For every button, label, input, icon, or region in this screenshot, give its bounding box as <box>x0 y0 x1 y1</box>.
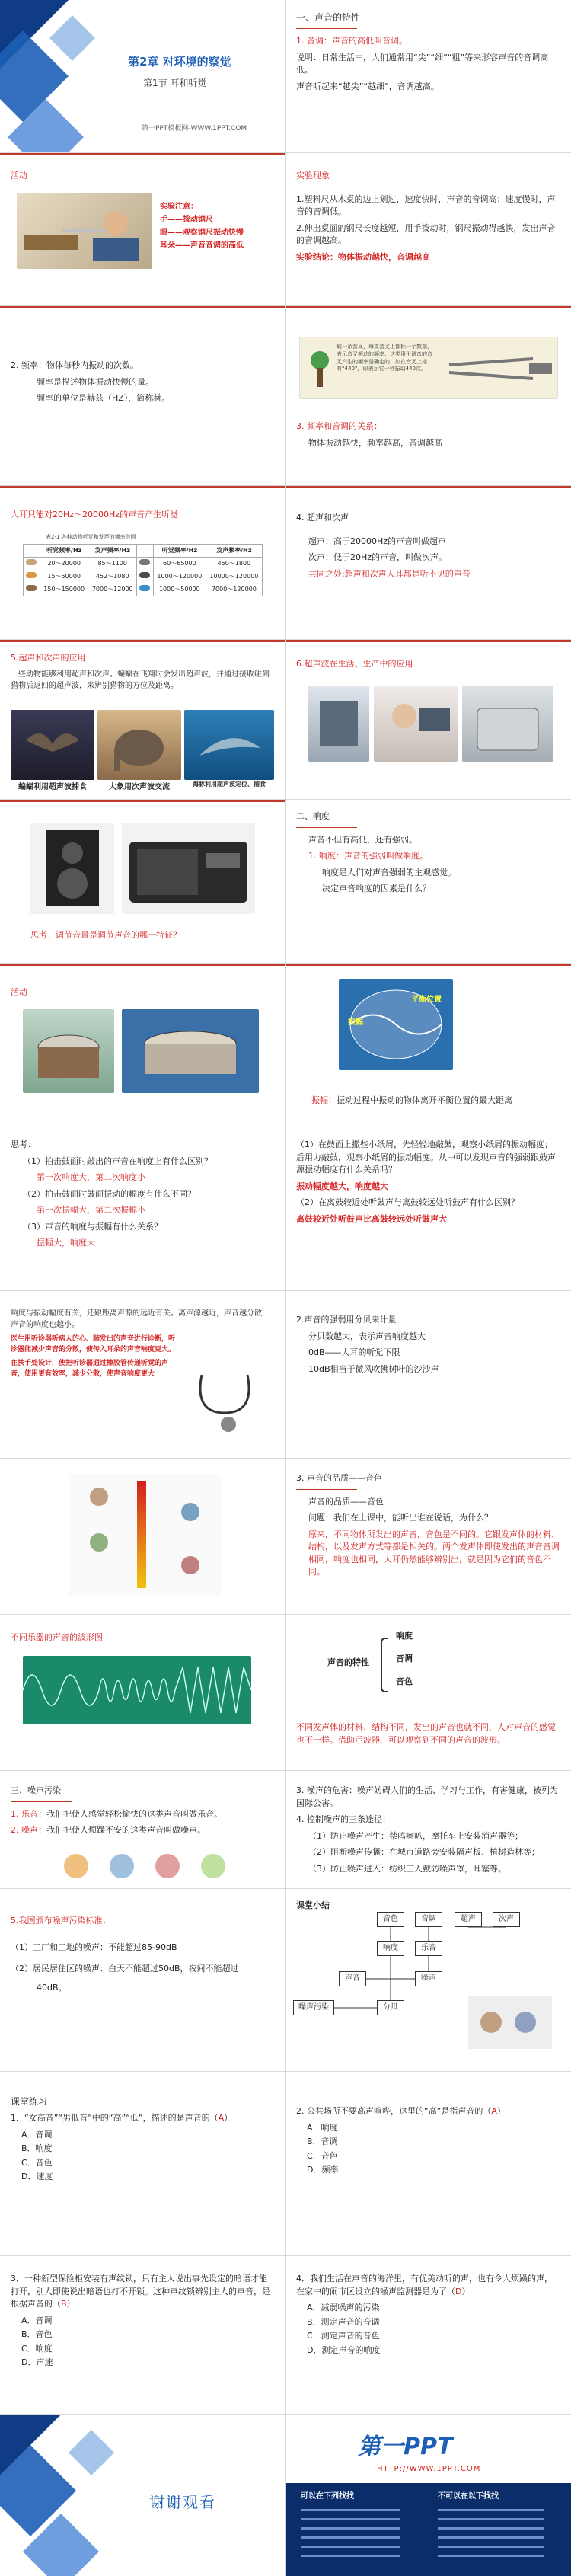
exercise-2-option-a: A．响度 <box>307 2122 338 2133</box>
think-q3: （3）声音的响度与振幅有什么关系？ <box>23 1221 162 1232</box>
pitch-definition: 1. 音调：声音的高低叫音调。 <box>296 36 407 46</box>
exercise-3-option-d: D．声速 <box>21 2357 53 2367</box>
common-point: 共同之处:超声和次声人耳都是听不见的声音 <box>308 568 471 579</box>
table-header: 听觉频率/Hz <box>40 545 88 558</box>
slide-phenomenon <box>286 153 571 306</box>
experiment-notes <box>160 200 244 252</box>
loudness-heading: 二、响度 <box>296 811 330 821</box>
elephant-caption: 大象用次声波交流 <box>109 783 170 791</box>
slide-noise-control <box>286 1771 571 1889</box>
tuning-fork-figure <box>299 337 558 399</box>
summary-box-decibel: 分贝 <box>377 2000 404 2015</box>
uses-title: 6.超声波在生活、生产中的应用 <box>296 659 413 669</box>
slide-frequency <box>0 306 286 486</box>
exercise-1-option-d: D．速度 <box>21 2172 53 2181</box>
slide-exercise-4 <box>286 2256 571 2415</box>
exercise-1-question: 1．“女高音”“男低音”中的“高”“低”，描述的是声音的（A） <box>11 2113 233 2123</box>
standard-factory: （1）工厂和工地的噪声：不能超过85-90dB <box>11 1942 177 1952</box>
phenomenon-2: 2.伸出桌面的钢尺长度越短，用手拨动时，钢尺振动得越快，发出声音的音调越高。 <box>296 222 556 245</box>
summary-box-loudness: 响度 <box>377 1941 404 1956</box>
exercise-4-option-a: A．减弱噪声的污染 <box>307 2303 380 2312</box>
noise-label: 2. 噪声 <box>11 1825 38 1835</box>
decibel-scale-figure <box>69 1474 221 1596</box>
table-row: 20～20000 85～1100 60～65000 450～1800 <box>24 558 263 570</box>
decibel-line-2: 分贝数越大，表示声音响度越大 <box>308 1331 426 1341</box>
summary-box-noise-pollution: 噪声污染 <box>293 2000 334 2015</box>
table-row: 15～50000 452～1080 1000～120000 10000～120000 <box>24 570 263 583</box>
summary-box-sound: 声音 <box>339 1971 366 1986</box>
bat-photo <box>11 710 94 780</box>
drum-activity-title: 活动 <box>11 987 27 997</box>
bat-caption: 蝙蝠利用超声波捕食 <box>18 783 87 791</box>
ultrasound-exam-photo <box>374 686 458 762</box>
phenomenon-1: 1.塑料尺从木桌的边上划过，速度快时，声音的音调高；速度慢时，声音的音调低。 <box>296 193 556 216</box>
summary-box-noise: 噪声 <box>415 1971 442 1986</box>
exercise-3-question: 3．一种新型保险柜安装有声纹锁，只有主人说出事先设定的暗语才能打开，别人即使说出暗语也打不开锁。这种声纹锁辨别主人的声音，是根据声音的（B） <box>11 2274 270 2309</box>
activity-title: 活动 <box>11 171 27 181</box>
slide-exercise-1 <box>0 2072 286 2256</box>
exercise-3-option-a: A．音调 <box>21 2315 53 2325</box>
summary-title: 课堂小结 <box>296 1900 330 1910</box>
drum-q2: （2）在离鼓较近处听鼓声与离鼓较远处听鼓声有什么区别？ <box>296 1197 519 1207</box>
frequency-line-1: 频率是描述物体振动快慢的量。 <box>37 376 154 387</box>
characteristics-note: 不同发声体的材料、结构不同，发出的声音也就不同，人对声音的感觉也不一样。借助示波器，可以观察到不同的声音的波形。 <box>296 1722 556 1745</box>
table-header <box>24 545 40 558</box>
slide-decibel <box>286 1291 571 1459</box>
exercise-2-option-c: C．音色 <box>307 2150 338 2161</box>
characteristics-center: 声音的特性 <box>327 1657 369 1667</box>
loudness-line-1: 声音不但有高低，还有强弱。 <box>308 834 417 845</box>
slide-waveforms <box>0 1615 286 1771</box>
brand-url: HTTP://WWW.1PPT.COM <box>377 2465 481 2473</box>
frequency-definition: 2. 频率：物体每秒内振动的次数。 <box>11 360 139 370</box>
amplitude-definition: ：振动过程中振动的物体离开平衡位置的最大距离 <box>328 1095 512 1105</box>
drum-amplitude-photo <box>122 1009 259 1093</box>
noise-control-1: （1）防止噪声产生：禁鸣喇叭，摩托车上安装消声器等； <box>308 1830 523 1841</box>
stethoscope-icon <box>187 1367 270 1436</box>
slide-noise-standard <box>0 1889 286 2072</box>
exercise-2-option-d: D．频率 <box>307 2165 339 2175</box>
slide-drum-questions <box>286 1123 571 1291</box>
note-eye: 眼——观察钢尺振动快慢 <box>160 229 244 237</box>
table-header: 发声频率/Hz <box>88 545 137 558</box>
summary-box-ultrasound: 超声 <box>455 1912 482 1927</box>
note-title: 实验注意： <box>160 203 198 211</box>
decibel-line-4: 10dB相当于微风吹拂树叶的沙沙声 <box>308 1363 439 1374</box>
frequency-line-2: 频率的单位是赫兹（HZ），简称赫。 <box>37 393 171 403</box>
exercise-2-answer: A <box>491 2106 497 2116</box>
characteristic-timbre: 音色 <box>396 1676 413 1686</box>
waveform-image <box>23 1656 251 1724</box>
loudness-question: 决定声音响度的因素是什么？ <box>322 884 431 893</box>
characteristic-pitch: 音调 <box>396 1654 413 1664</box>
slide-applications <box>0 640 286 800</box>
exercise-3-answer: B <box>61 2299 67 2309</box>
speaker-photo <box>30 823 114 914</box>
exercise-4-option-c: C．测定声音的音色 <box>307 2331 380 2341</box>
dolphin-caption: 海豚利用超声波定位、捕食 <box>193 781 266 788</box>
animal-frequency-table <box>23 544 263 596</box>
exercise-title: 课堂练习 <box>11 2096 48 2107</box>
exercise-4-option-d: D．测定声音的响度 <box>307 2344 381 2355</box>
amplitude-diagram <box>339 979 453 1070</box>
standard-residential: （2）居民居住区的噪声：白天不能超过50dB，夜间不能超过 <box>11 1964 239 1974</box>
think-a2: 第一次振幅大，第二次振幅小 <box>37 1205 145 1215</box>
slide-hearing-range <box>0 486 286 640</box>
exercise-1-answer: A <box>218 2113 225 2123</box>
pitch-summary: 声音听起来“越尖”“越细”，音调越高。 <box>296 81 439 91</box>
table-header <box>137 545 154 558</box>
noise-harm: 3. 噪声的危害：噪声妨碍人们的生活、学习与工作，有害健康，被列为国际公害。 <box>296 1785 558 1808</box>
summary-box-infrasound: 次声 <box>493 1912 520 1927</box>
exercise-1-option-b: B．响度 <box>21 2143 53 2153</box>
section-heading: 一、声音的特性 <box>296 12 361 23</box>
summary-box-timbre: 音色 <box>377 1912 404 1927</box>
slide-thanks <box>0 2415 286 2576</box>
think-a3: 振幅大，响度大 <box>37 1238 95 1248</box>
exercise-1-option-c: C．音色 <box>21 2157 53 2168</box>
music-line <box>11 1808 274 1821</box>
radio-photo <box>122 823 255 914</box>
table-header: 听觉频率/Hz <box>153 545 206 558</box>
timbre-heading: 3. 声音的品质——音色 <box>296 1473 382 1483</box>
noise-control-3: （3）防止噪声进入：纺织工人戴防噪声罩，耳塞等。 <box>308 1863 506 1874</box>
music-label: 1. 乐音 <box>11 1808 38 1819</box>
noise-definition: ：我们把使人烦躁不安的这类声音叫做噪声。 <box>38 1825 206 1835</box>
ruler-experiment-photo <box>17 193 152 269</box>
pitch-note: 说明：日常生活中，人们通常用“尖”“细”“粗”等来形容声音的音调高低。 <box>296 52 549 75</box>
slide-timbre <box>286 1459 571 1615</box>
brace-icon <box>381 1638 388 1692</box>
hearing-range-title: 人耳只能对20Hz～20000Hz的声音产生听觉 <box>11 510 179 519</box>
exercise-3-option-b: B．音色 <box>21 2329 53 2339</box>
thanks-decoration <box>0 2415 129 2576</box>
noise-control-heading: 4. 控制噪声的三条途径： <box>296 1814 391 1824</box>
decibel-line-3: 0dB——人耳的听觉下限 <box>308 1347 400 1357</box>
waveform-title: 不同乐器的声音的波形图 <box>11 1632 103 1642</box>
slide-amplitude <box>286 964 571 1123</box>
brand-col-1: 可以在下列找找 <box>301 2492 354 2501</box>
slide-drum-activity <box>0 964 286 1123</box>
standard-residential-night: 40dB。 <box>37 1982 67 1993</box>
infrasound-def: 次声：低于20Hz的声音，叫做次声。 <box>308 552 448 562</box>
think-q2: （2）拍击鼓面时鼓面振动的幅度有什么不同？ <box>23 1188 196 1199</box>
exercise-4-answer: D <box>455 2286 462 2296</box>
timbre-question: 问题：我们在上课中，能听出谁在说话，为什么？ <box>308 1513 493 1523</box>
exercise-3-option-c: C．响度 <box>21 2343 53 2354</box>
summary-box-pitch: 音调 <box>415 1912 442 1927</box>
music-definition: ：我们把使人感觉轻松愉快的这类声音叫做乐音。 <box>38 1808 222 1819</box>
loudness-line-3: 响度是人们对声音强弱的主观感觉。 <box>322 867 456 877</box>
note-hand: 手——拨动钢尺 <box>160 216 213 224</box>
slide-noise <box>0 1771 286 1889</box>
summary-box-music: 乐音 <box>415 1941 442 1956</box>
timbre-line-1: 声音的品质——音色 <box>308 1496 384 1507</box>
slide-loudness <box>286 800 571 964</box>
slide-activity <box>0 153 286 306</box>
exercise-1-option-a: A．音调 <box>21 2129 53 2140</box>
phenomenon-conclusion: 实验结论：物体振动越快，音调越高 <box>296 251 430 262</box>
balance-label: 平衡位置 <box>411 996 442 1004</box>
frequency-pitch-line: 物体振动越快，频率越高，音调越高 <box>308 437 442 448</box>
stethoscope-para: 医生用听诊器听病人的心、肺发出的声音进行诊断，听诊器能减少声音的分散，使传入耳朵的声音响度更大。 <box>11 1335 176 1354</box>
thanks-text: 谢谢观看 <box>149 2493 216 2511</box>
slide-pitch <box>286 0 571 153</box>
slide-think <box>0 1123 286 1291</box>
frequency-pitch-heading: 3. 频率和音调的关系： <box>296 421 382 431</box>
brand-link-lines <box>301 2506 560 2571</box>
slide-timbre-figure <box>0 1459 286 1615</box>
ultrasound-def: 超声：高于20000Hz的声音叫做超声 <box>308 535 447 546</box>
applications-body: 一些动物能够利用超声和次声。蝙蝠在飞翔时会发出超声波，并通过接收碰到猎物后返回的超声波，来辨别猎物的方位及距离。 <box>11 670 270 690</box>
exercise-2-option-b: B．音调 <box>307 2137 338 2146</box>
brand-col-2: 不可以在以下找找 <box>438 2492 499 2501</box>
elephant-photo <box>97 710 181 780</box>
tuning-fork-text: 取一条音叉，每支音叉上都标一个数据，表示音叉振动的频率。这类用于调音的音叉产生的频率是确定的，如在音叉上标有“440”，即表示它一秒振动440次。 <box>337 344 432 372</box>
amplitude-caption <box>311 1095 560 1107</box>
drum-experiment-photo <box>23 1009 114 1093</box>
slide-summary <box>286 1889 571 2072</box>
brand-logo: 第一PPT <box>358 2434 453 2460</box>
drum-a1: 振动幅度越大，响度越大 <box>296 1181 388 1191</box>
dolphin-photo <box>184 710 274 780</box>
amplitude-term: 振幅 <box>311 1095 328 1105</box>
divider <box>296 28 357 29</box>
exercise-4-option-b: B．测定声音的音调 <box>307 2316 380 2327</box>
noise-cartoon <box>53 1847 228 1885</box>
footer-text: 第一PPT模板网-WWW.1PPT.COM <box>142 125 247 133</box>
slide-title <box>0 0 286 153</box>
section-title: 第1节 耳和听觉 <box>143 78 207 88</box>
decibel-heading: 2.声音的强弱用分贝来计量 <box>296 1315 397 1325</box>
think-a1: 第一次响度大，第二次响度小 <box>37 1172 145 1182</box>
summary-illustration <box>461 1980 560 2057</box>
slide-exercise-2 <box>286 2072 571 2256</box>
standard-title: 5.我国颁布噪声污染标准： <box>11 1916 111 1926</box>
slide-brand <box>286 2415 571 2576</box>
ultrasound-device-photo <box>308 686 369 762</box>
ultrasonic-cleaner-photo <box>462 686 553 762</box>
noise-control-2: （2）阻断噪声传播：在城市道路旁安装隔声板、植树造林等； <box>308 1847 540 1857</box>
drum-q1: （1）在鼓面上撒些小纸屑，先轻轻地敲鼓，观察小纸屑的振动幅度；后用力敲鼓，观察小纸屑的振动幅度。从中可以发现声音的强弱跟鼓声源振动幅度有什么关系吗？ <box>296 1139 556 1175</box>
slide-stethoscope <box>0 1291 286 1459</box>
applications-title: 5.超声和次声的应用 <box>11 653 86 663</box>
exercise-4-question: 4．我们生活在声音的海洋里，有优美动听的声，也有令人烦躁的声，在家中的闹市区设立的噪声监测器是为了（D） <box>296 2274 553 2296</box>
phenomenon-title: 实验现象 <box>296 171 330 181</box>
table-row: 150～150000 7000～12000 1000～50000 7000～120000 <box>24 583 263 596</box>
table-caption: 表2-1 各种动物听觉和发声的频率范围 <box>46 534 136 540</box>
note-ear: 耳朵——声音音调的高低 <box>160 241 244 250</box>
stethoscope-para-2: 在扶手处设计，使把听诊器通过橡胶管传递听觉的声音，使用更有效率，减少分散，使声音响度更大 <box>11 1360 169 1378</box>
characteristic-loudness: 响度 <box>396 1631 413 1641</box>
slide-characteristics <box>286 1615 571 1771</box>
title-decoration <box>0 0 122 153</box>
volume-question: 思考：调节音量是调节声音的哪一特征？ <box>30 930 181 940</box>
amplitude-label: 振幅 <box>348 1018 363 1027</box>
distance-para: 响度与振动幅度有关，还跟距离声源的远近有关。离声源越近，声音越分散，声音的响度也越小。 <box>11 1309 270 1329</box>
noise-heading: 三、噪声污染 <box>11 1785 61 1795</box>
slide-ultrasound <box>286 486 571 640</box>
loudness-definition: 1. 响度：声音的强弱叫做响度。 <box>308 851 428 861</box>
slide-ultrasound-uses <box>286 640 571 800</box>
think-title: 思考： <box>11 1139 36 1149</box>
slide-exercise-3 <box>0 2256 286 2415</box>
ultrasound-heading: 4. 超声和次声 <box>296 513 349 523</box>
slide-volume-question <box>0 800 286 964</box>
noise-line <box>11 1824 274 1837</box>
table-header: 发声频率/Hz <box>206 545 262 558</box>
timbre-explanation: 原来，不同物体所发出的声音，音色是不同的。它跟发声体的材料、结构，以及发声方式等都是相关的。两个发声体即使发出的声音音调相同，响度也相同，人耳仍然能够辨别出，就是因为它们的音色不同。 <box>308 1529 560 1577</box>
drum-a2: 离鼓较近处听鼓声比离鼓较远处听鼓声大 <box>296 1213 447 1224</box>
think-q1: （1）拍击鼓面时敲出的声音在响度上有什么区别？ <box>23 1155 212 1166</box>
exercise-2-question: 2. 公共场所不要高声喧哗，这里的“高”是指声音的（A） <box>296 2106 506 2116</box>
slide-tuning-fork <box>286 306 571 486</box>
chapter-title: 第2章 对环境的察觉 <box>128 55 231 69</box>
